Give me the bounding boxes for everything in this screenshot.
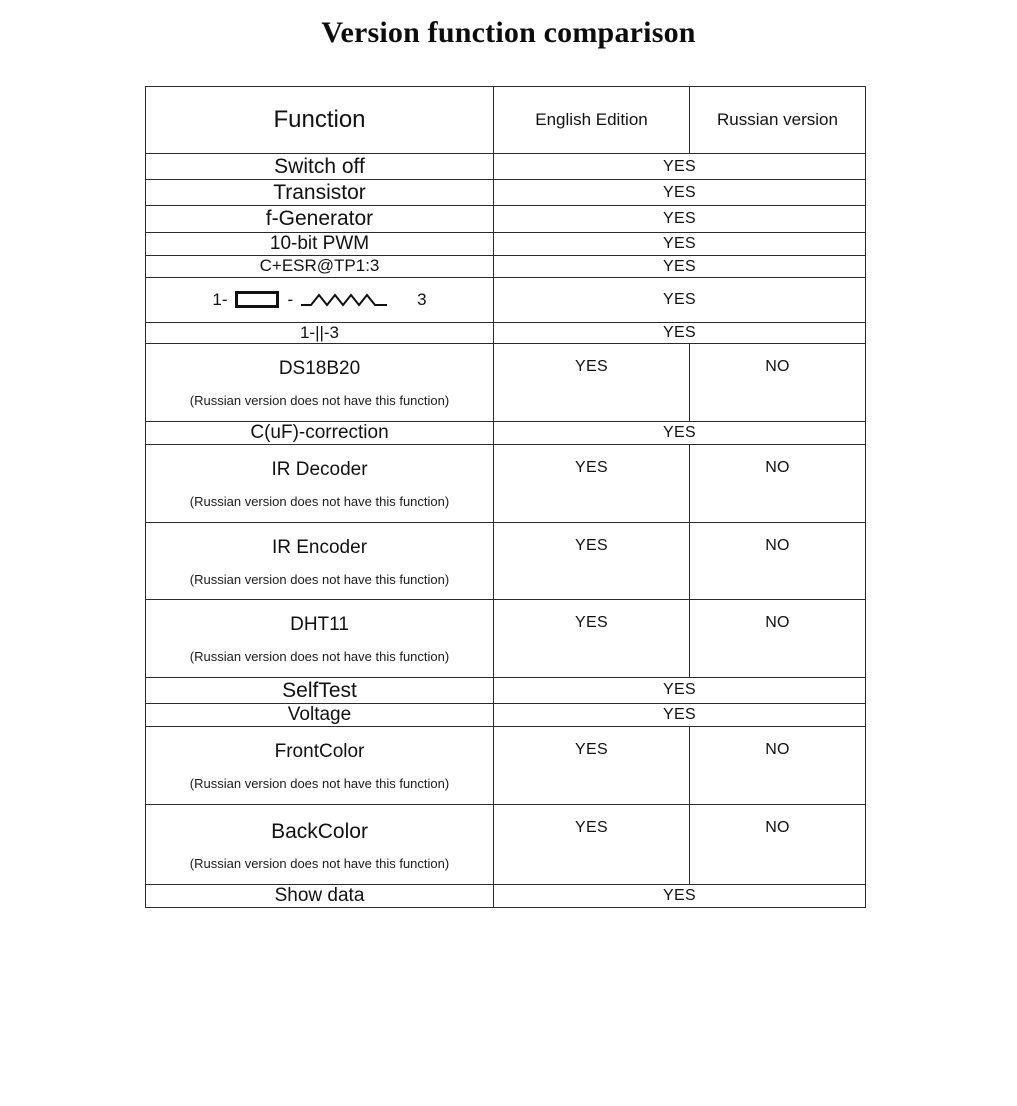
english-edition-value: YES <box>494 445 690 522</box>
table-row <box>146 804 866 884</box>
function-cell <box>146 421 494 445</box>
both-versions-value: YES <box>494 232 866 256</box>
table-header-row <box>146 87 866 154</box>
function-note: (Russian version does not have this function) <box>189 648 450 664</box>
table-row <box>146 154 866 180</box>
function-cell <box>146 884 494 908</box>
function-cell <box>146 677 494 703</box>
function-label: C(uF)-correction <box>250 421 389 443</box>
russian-version-value: NO <box>690 600 866 677</box>
function-label: Transistor <box>273 181 366 205</box>
function-cell <box>146 804 494 884</box>
function-label: FrontColor <box>274 741 365 763</box>
table-row <box>146 445 866 522</box>
table-row <box>146 180 866 206</box>
column-header-english-edition: English Edition <box>494 87 690 154</box>
function-label: f-Generator <box>265 207 374 231</box>
both-versions-value: YES <box>494 884 866 908</box>
function-cell <box>146 703 494 727</box>
function-label: C+ESR@TP1:3 <box>259 256 380 276</box>
document-page <box>0 16 1017 1106</box>
english-edition-value: YES <box>494 522 690 599</box>
function-cell <box>146 344 494 421</box>
english-edition-value: YES <box>494 727 690 804</box>
table-row <box>146 256 866 277</box>
function-label: IR Encoder <box>271 536 368 558</box>
function-cell <box>146 154 494 180</box>
column-header-russian-version: Russian version <box>690 87 866 154</box>
english-edition-value: YES <box>494 344 690 421</box>
function-label: 1-||-3 <box>299 322 340 342</box>
function-label: IR Decoder <box>271 459 368 481</box>
symbol-left-label: 1- <box>212 289 228 309</box>
page-title: Version function comparison <box>321 16 696 49</box>
both-versions-value: YES <box>494 677 866 703</box>
table-row <box>146 277 866 322</box>
russian-version-value: NO <box>690 522 866 599</box>
both-versions-value: YES <box>494 277 866 322</box>
table-row <box>146 322 866 343</box>
function-cell <box>146 522 494 599</box>
table-row <box>146 522 866 599</box>
inductor-icon <box>301 289 387 311</box>
table-body <box>146 154 866 908</box>
both-versions-value: YES <box>494 206 866 232</box>
both-versions-value: YES <box>494 180 866 206</box>
function-cell <box>146 322 494 343</box>
function-cell <box>146 180 494 206</box>
russian-version-value: NO <box>690 727 866 804</box>
english-edition-value: YES <box>494 804 690 884</box>
version-comparison-table <box>145 86 866 908</box>
function-label: DS18B20 <box>278 358 361 380</box>
russian-version-value: NO <box>690 804 866 884</box>
function-label: Switch off <box>274 155 365 178</box>
table-row <box>146 703 866 727</box>
russian-version-value: NO <box>690 445 866 522</box>
function-label: 10-bit PWM <box>269 232 370 254</box>
table-row <box>146 232 866 256</box>
function-label: Show data <box>274 884 365 906</box>
both-versions-value: YES <box>494 256 866 277</box>
both-versions-value: YES <box>494 154 866 180</box>
function-note: (Russian version does not have this function) <box>189 494 450 510</box>
function-cell <box>146 232 494 256</box>
function-cell <box>146 727 494 804</box>
function-note: (Russian version does not have this function) <box>189 776 450 792</box>
function-label: Voltage <box>287 703 352 725</box>
function-note: (Russian version does not have this function) <box>189 392 450 408</box>
function-label: BackColor <box>271 819 368 843</box>
function-note: (Russian version does not have this function) <box>189 856 450 872</box>
russian-version-value: NO <box>690 344 866 421</box>
resistor-icon <box>235 291 279 308</box>
table-row <box>146 600 866 677</box>
symbol-right-label: 3 <box>417 289 427 309</box>
table-header <box>146 87 866 154</box>
table-row <box>146 727 866 804</box>
table-row <box>146 206 866 232</box>
table-row <box>146 884 866 908</box>
function-cell <box>146 600 494 677</box>
resistor-inductor-symbol <box>146 278 493 322</box>
column-header-function: Function <box>146 87 494 154</box>
english-edition-value: YES <box>494 600 690 677</box>
function-cell <box>146 206 494 232</box>
comparison-table-container <box>145 86 865 908</box>
table-row <box>146 677 866 703</box>
function-label: SelfTest <box>282 678 357 702</box>
both-versions-value: YES <box>494 322 866 343</box>
function-label: DHT11 <box>290 614 349 636</box>
both-versions-value: YES <box>494 703 866 727</box>
symbol-mid-label: - <box>287 289 294 309</box>
table-row <box>146 421 866 445</box>
function-cell <box>146 277 494 322</box>
function-note: (Russian version does not have this function) <box>189 571 450 587</box>
function-cell <box>146 256 494 277</box>
both-versions-value: YES <box>494 421 866 445</box>
function-cell <box>146 445 494 522</box>
table-row <box>146 344 866 421</box>
